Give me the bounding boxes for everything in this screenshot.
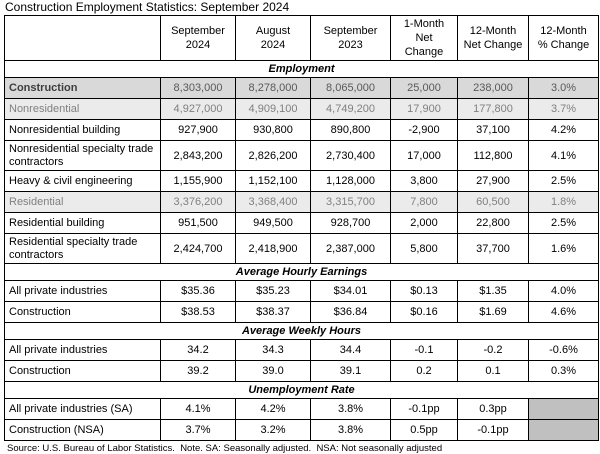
cell-value: 5,800: [391, 234, 458, 264]
cell-value: 927,900: [161, 120, 236, 141]
table-row-hours-construction: [5, 361, 599, 382]
cell-value: 3,800: [391, 171, 458, 192]
cell-value: 4,927,000: [161, 99, 236, 120]
section-header-unemployment: [5, 382, 599, 399]
column-header-line1: 12-Month: [469, 25, 517, 37]
cell-value: -0.6%: [529, 340, 599, 361]
section-header-employment: [5, 61, 599, 78]
cell-value: 0.5pp: [391, 420, 458, 441]
column-header-empty: [5, 16, 161, 61]
column-header-1-month-net-change: [391, 16, 458, 61]
cell-value: $38.53: [161, 302, 236, 323]
cell-value: 8,278,000: [236, 78, 311, 99]
cell-value: 2,000: [391, 213, 458, 234]
column-header-12-month-net-change: [458, 16, 529, 61]
cell-value: 34.4: [311, 340, 391, 361]
cell-value: 930,800: [236, 120, 311, 141]
cell-value: 60,500: [458, 192, 529, 213]
stats-table: [4, 15, 599, 441]
column-header-line2: Net Change: [463, 39, 523, 51]
column-header-line2: 2024: [185, 39, 211, 51]
row-label: All private industries: [5, 281, 161, 302]
cell-value: 4,909,100: [236, 99, 311, 120]
cell-value: 0.3%: [529, 361, 599, 382]
table-row-construction-total: [5, 78, 599, 99]
cell-value: 238,000: [458, 78, 529, 99]
column-header-line2: 2024: [260, 39, 286, 51]
cell-value: 3.0%: [529, 78, 599, 99]
cell-value: 4.2%: [529, 120, 599, 141]
cell-not-applicable: [529, 399, 599, 420]
cell-value: $1.69: [458, 302, 529, 323]
table-row-nonresidential-specialty: [5, 141, 599, 171]
cell-value: 0.2: [391, 361, 458, 382]
cell-not-applicable: [529, 420, 599, 441]
cell-value: 8,303,000: [161, 78, 236, 99]
cell-value: 3,368,400: [236, 192, 311, 213]
cell-value: 3.8%: [311, 399, 391, 420]
cell-value: 1.6%: [529, 234, 599, 264]
row-label: Construction: [5, 361, 161, 382]
cell-value: 17,000: [391, 141, 458, 171]
cell-value: 3,376,200: [161, 192, 236, 213]
cell-value: -0.1: [391, 340, 458, 361]
cell-value: 7,800: [391, 192, 458, 213]
cell-value: 3.7%: [529, 99, 599, 120]
cell-value: 951,500: [161, 213, 236, 234]
cell-value: $0.13: [391, 281, 458, 302]
table-row-residential-building: [5, 213, 599, 234]
cell-value: 890,800: [311, 120, 391, 141]
row-label: Residential building: [5, 213, 161, 234]
cell-value: 4.2%: [236, 399, 311, 420]
column-header-line1: September: [171, 25, 225, 37]
column-header-sep-2024: [161, 16, 236, 61]
cell-value: -0.1pp: [391, 399, 458, 420]
cell-value: 4.1%: [161, 399, 236, 420]
table-row-hours-all-private: [5, 340, 599, 361]
source-note: Source: U.S. Bureau of Labor Statistics. Note. SA: Seasonally adjusted. NSA: Not seasonally adjusted: [7, 443, 443, 454]
column-header-sep-2023: [311, 16, 391, 61]
cell-value: 2.5%: [529, 171, 599, 192]
column-header-line2: 2023: [338, 39, 363, 51]
cell-value: 949,500: [236, 213, 311, 234]
cell-value: 4,749,200: [311, 99, 391, 120]
cell-value: 3.2%: [236, 420, 311, 441]
cell-value: 1,128,000: [311, 171, 391, 192]
row-label: Nonresidential building: [5, 120, 161, 141]
section-title: Employment: [5, 61, 599, 78]
cell-value: $1.35: [458, 281, 529, 302]
cell-value: 2,424,700: [161, 234, 236, 264]
column-header-line2: Net Change: [404, 32, 444, 58]
cell-value: 928,700: [311, 213, 391, 234]
table-row-residential: [5, 192, 599, 213]
cell-value: 0.1: [458, 361, 529, 382]
section-header-weekly-hours: [5, 323, 599, 340]
column-header-line2: % Change: [537, 39, 590, 51]
row-label: Construction: [5, 78, 161, 99]
column-header-line1: September: [323, 25, 378, 37]
row-label: All private industries: [5, 340, 161, 361]
cell-value: 2,730,400: [311, 141, 391, 171]
cell-value: 39.1: [311, 361, 391, 382]
table-row-nonresidential-building: [5, 120, 599, 141]
header-row: [5, 16, 599, 61]
cell-value: -0.1pp: [458, 420, 529, 441]
table-row-residential-specialty: [5, 234, 599, 264]
cell-value: 27,900: [458, 171, 529, 192]
cell-value: 22,800: [458, 213, 529, 234]
cell-value: 34.3: [236, 340, 311, 361]
column-header-aug-2024: [236, 16, 311, 61]
cell-value: $38.37: [236, 302, 311, 323]
cell-value: 2,418,900: [236, 234, 311, 264]
cell-value: 1,152,100: [236, 171, 311, 192]
cell-value: 37,700: [458, 234, 529, 264]
table-row-earnings-construction: [5, 302, 599, 323]
table-row-nonresidential: [5, 99, 599, 120]
cell-value: 37,100: [458, 120, 529, 141]
cell-value: 4.1%: [529, 141, 599, 171]
column-header-line1: 12-Month: [540, 25, 587, 37]
cell-value: 2,826,200: [236, 141, 311, 171]
cell-value: 25,000: [391, 78, 458, 99]
cell-value: 1.8%: [529, 192, 599, 213]
cell-value: $0.16: [391, 302, 458, 323]
cell-value: 2,843,200: [161, 141, 236, 171]
table-row-unemployment-all-private-sa: [5, 399, 599, 420]
row-label: Heavy & civil engineering: [5, 171, 161, 192]
column-header-line1: 1-Month: [403, 18, 445, 30]
cell-value: 2,387,000: [311, 234, 391, 264]
section-title: Unemployment Rate: [5, 382, 599, 399]
cell-value: 39.2: [161, 361, 236, 382]
section-title: Average Hourly Earnings: [5, 264, 599, 281]
row-label: Construction (NSA): [5, 420, 161, 441]
column-header-line1: August: [255, 25, 291, 37]
section-title: Average Weekly Hours: [5, 323, 599, 340]
cell-value: 3.7%: [161, 420, 236, 441]
row-label: All private industries (SA): [5, 399, 161, 420]
row-label: Residential specialty trade contractors: [5, 234, 161, 264]
cell-value: 34.2: [161, 340, 236, 361]
row-label: Nonresidential: [5, 99, 161, 120]
cell-value: 3,315,700: [311, 192, 391, 213]
table-row-earnings-all-private: [5, 281, 599, 302]
cell-value: $34.01: [311, 281, 391, 302]
cell-value: 177,800: [458, 99, 529, 120]
table-row-unemployment-construction-nsa: [5, 420, 599, 441]
cell-value: 3.8%: [311, 420, 391, 441]
cell-value: -0.2: [458, 340, 529, 361]
cell-value: 8,065,000: [311, 78, 391, 99]
cell-value: $36.84: [311, 302, 391, 323]
cell-value: 112,800: [458, 141, 529, 171]
table-row-heavy-civil: [5, 171, 599, 192]
row-label: Construction: [5, 302, 161, 323]
cell-value: 0.3pp: [458, 399, 529, 420]
cell-value: $35.23: [236, 281, 311, 302]
section-header-hourly-earnings: [5, 264, 599, 281]
cell-value: 1,155,900: [161, 171, 236, 192]
row-label: Nonresidential specialty trade contractors: [5, 141, 161, 171]
cell-value: -2,900: [391, 120, 458, 141]
cell-value: 2.5%: [529, 213, 599, 234]
column-header-12-month-pct-change: [529, 16, 599, 61]
cell-value: 39.0: [236, 361, 311, 382]
cell-value: 4.6%: [529, 302, 599, 323]
cell-value: 17,900: [391, 99, 458, 120]
row-label: Residential: [5, 192, 161, 213]
cell-value: 4.0%: [529, 281, 599, 302]
page-title: Construction Employment Statistics: September 2024: [5, 0, 290, 14]
cell-value: $35.36: [161, 281, 236, 302]
